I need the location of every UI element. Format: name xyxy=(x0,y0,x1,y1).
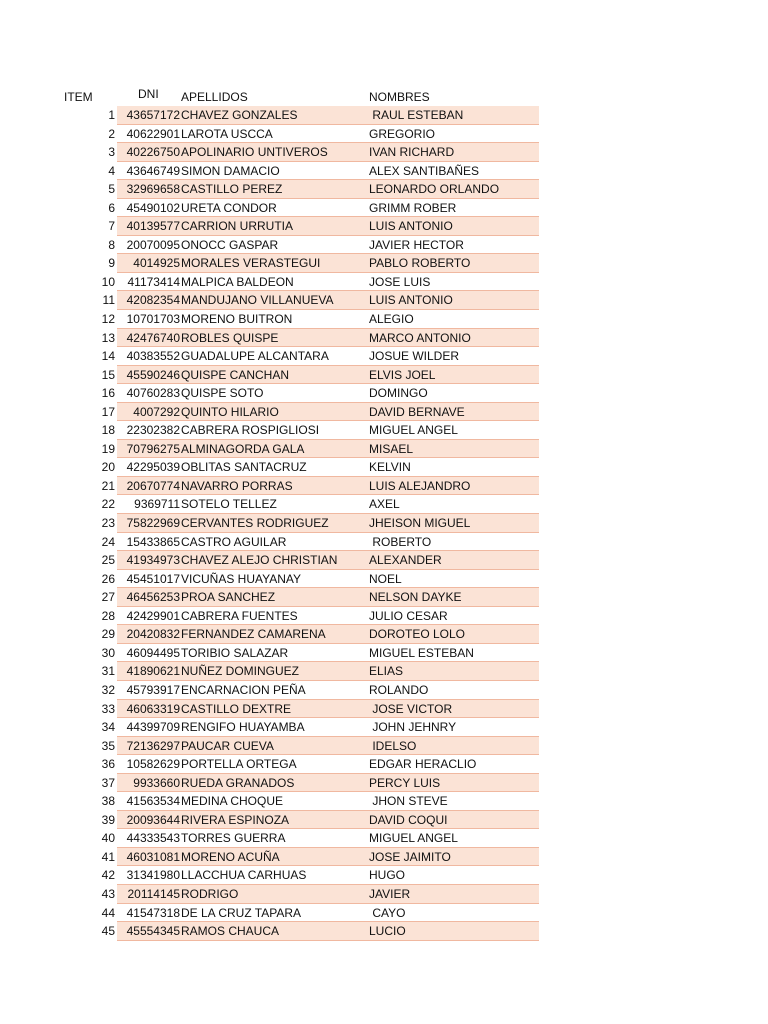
cell-dni: 43646749 xyxy=(126,163,180,178)
cell-item: 6 xyxy=(108,200,115,215)
table-row xyxy=(0,829,768,848)
cell-item: 9 xyxy=(108,256,115,271)
table-row xyxy=(0,477,768,496)
cell-dni: 31341980 xyxy=(126,868,180,883)
cell-item: 23 xyxy=(101,516,115,531)
cell-item: 28 xyxy=(101,608,115,623)
cell-item: 16 xyxy=(101,386,115,401)
cell-apellidos: APOLINARIO UNTIVEROS xyxy=(181,145,328,160)
cell-item: 8 xyxy=(108,237,115,252)
cell-item: 15 xyxy=(101,367,115,382)
cell-apellidos: GUADALUPE ALCANTARA xyxy=(181,349,329,364)
cell-nombres: ELIAS xyxy=(369,664,404,679)
table-row xyxy=(0,811,768,830)
cell-dni: 45590246 xyxy=(126,367,180,382)
cell-nombres: JAVIER xyxy=(369,886,411,901)
cell-dni: 46031081 xyxy=(126,849,180,864)
table-row xyxy=(0,310,768,329)
cell-nombres: JOSE LUIS xyxy=(369,274,431,289)
header-apellidos: APELLIDOS xyxy=(181,90,248,104)
cell-nombres: LUCIO xyxy=(369,924,406,939)
cell-dni: 20420832 xyxy=(126,627,180,642)
cell-nombres: ALEX SANTIBAÑES xyxy=(369,163,480,178)
cell-dni: 10582629 xyxy=(126,757,180,772)
cell-nombres: AXEL xyxy=(369,497,400,512)
cell-apellidos: RIVERA ESPINOZA xyxy=(181,812,290,827)
cell-nombres: EDGAR HERACLIO xyxy=(369,757,477,772)
cell-dni: 46063319 xyxy=(126,701,180,716)
table-row xyxy=(0,737,768,756)
cell-nombres: MIGUEL ANGEL xyxy=(369,423,458,438)
table-row xyxy=(0,885,768,904)
cell-nombres: LUIS ANTONIO xyxy=(369,219,453,234)
cell-item: 39 xyxy=(101,812,115,827)
table-row xyxy=(0,254,768,273)
cell-dni: 20070095 xyxy=(126,237,180,252)
cell-item: 41 xyxy=(101,849,115,864)
cell-nombres: ELVIS JOEL xyxy=(369,367,436,382)
cell-apellidos: TORRES GUERRA xyxy=(181,831,286,846)
cell-item: 25 xyxy=(101,553,115,568)
cell-apellidos: ENCARNACION PEÑA xyxy=(181,682,306,697)
cell-apellidos: SIMON DAMACIO xyxy=(181,163,280,178)
cell-nombres: NELSON DAYKE xyxy=(369,590,462,605)
cell-nombres: ROBERTO xyxy=(369,534,432,549)
cell-nombres: LUIS ANTONIO xyxy=(369,293,453,308)
cell-item: 44 xyxy=(101,905,115,920)
cell-item: 17 xyxy=(101,404,115,419)
cell-dni: 40760283 xyxy=(126,386,180,401)
cell-apellidos: QUINTO HILARIO xyxy=(181,404,279,419)
table-row xyxy=(0,755,768,774)
cell-item: 42 xyxy=(101,868,115,883)
cell-dni: 70796275 xyxy=(126,441,180,456)
cell-nombres: HUGO xyxy=(369,868,405,883)
header-item: ITEM xyxy=(64,90,93,104)
cell-dni: 42429901 xyxy=(126,608,180,623)
cell-dni: 20093644 xyxy=(126,812,180,827)
cell-item: 40 xyxy=(101,831,115,846)
table-row xyxy=(0,700,768,719)
cell-dni: 32969658 xyxy=(126,182,180,197)
cell-dni: 15433865 xyxy=(126,534,180,549)
cell-apellidos: CASTRO AGUILAR xyxy=(181,534,287,549)
cell-nombres: MIGUEL ESTEBAN xyxy=(369,645,474,660)
table-row xyxy=(0,273,768,292)
cell-item: 30 xyxy=(101,645,115,660)
cell-nombres: JULIO CESAR xyxy=(369,608,448,623)
table-row xyxy=(0,347,768,366)
cell-apellidos: LAROTA USCCA xyxy=(181,126,273,141)
cell-item: 11 xyxy=(102,293,115,308)
cell-apellidos: FERNANDEZ CAMARENA xyxy=(181,627,326,642)
cell-item: 13 xyxy=(101,330,115,345)
table-row xyxy=(0,551,768,570)
cell-item: 4 xyxy=(108,163,115,178)
cell-dni: 44399709 xyxy=(126,720,180,735)
cell-nombres: PABLO ROBERTO xyxy=(369,256,471,271)
cell-dni: 45793917 xyxy=(126,682,180,697)
table-row xyxy=(0,291,768,310)
cell-item: 43 xyxy=(101,886,115,901)
cell-dni: 46456253 xyxy=(126,590,180,605)
cell-apellidos: ROBLES QUISPE xyxy=(181,330,279,345)
cell-apellidos: RAMOS CHAUCA xyxy=(181,924,280,939)
cell-nombres: PERCY LUIS xyxy=(369,775,441,790)
cell-nombres: DOROTEO LOLO xyxy=(369,627,466,642)
cell-apellidos: PROA SANCHEZ xyxy=(181,590,276,605)
table-row xyxy=(0,588,768,607)
cell-dni: 4014925 xyxy=(133,256,180,271)
cell-dni: 43657172 xyxy=(126,108,180,122)
cell-apellidos: VICUÑAS HUAYANAY xyxy=(181,571,302,586)
cell-apellidos: PORTELLA ORTEGA xyxy=(181,757,297,772)
cell-item: 22 xyxy=(101,497,115,512)
cell-nombres: ROLANDO xyxy=(369,682,429,697)
cell-apellidos: CASTILLO DEXTRE xyxy=(181,701,292,716)
cell-dni: 72136297 xyxy=(126,738,180,753)
cell-nombres: JOSE JAIMITO xyxy=(369,849,451,864)
table-row xyxy=(0,143,768,162)
cell-dni: 46094495 xyxy=(126,645,180,660)
cell-apellidos: MEDINA CHOQUE xyxy=(181,794,284,809)
table-row xyxy=(0,681,768,700)
cell-dni: 45451017 xyxy=(126,571,180,586)
cell-item: 10 xyxy=(101,274,115,289)
cell-nombres: CAYO xyxy=(369,905,406,920)
table-row xyxy=(0,329,768,348)
cell-item: 35 xyxy=(101,738,115,753)
table-row xyxy=(0,384,768,403)
cell-item: 36 xyxy=(101,757,115,772)
cell-apellidos: CABRERA ROSPIGLIOSI xyxy=(181,423,320,438)
cell-dni: 4007292 xyxy=(133,404,180,419)
cell-item: 19 xyxy=(101,441,115,456)
cell-apellidos: QUISPE CANCHAN xyxy=(181,367,290,382)
cell-nombres: RAUL ESTEBAN xyxy=(369,108,464,122)
cell-apellidos: PAUCAR CUEVA xyxy=(181,738,274,753)
cell-dni: 40139577 xyxy=(126,219,180,234)
cell-item: 38 xyxy=(101,794,115,809)
cell-nombres: ALEGIO xyxy=(369,312,414,327)
cell-item: 21 xyxy=(101,478,115,493)
table-row xyxy=(0,495,768,514)
cell-dni: 41547318 xyxy=(126,905,180,920)
cell-item: 2 xyxy=(108,126,115,141)
cell-nombres: MARCO ANTONIO xyxy=(369,330,471,345)
table-row xyxy=(0,180,768,199)
cell-dni: 10701703 xyxy=(126,312,180,327)
cell-nombres: ALEXANDER xyxy=(369,553,442,568)
cell-nombres: LEONARDO ORLANDO xyxy=(369,182,500,197)
table-row xyxy=(0,125,768,144)
table-row xyxy=(0,440,768,459)
table-row xyxy=(0,848,768,867)
cell-apellidos: RODRIGO xyxy=(181,886,239,901)
cell-dni: 41934973 xyxy=(126,553,180,568)
cell-item: 27 xyxy=(101,590,115,605)
cell-nombres: JOSUE WILDER xyxy=(369,349,460,364)
table-row xyxy=(0,792,768,811)
table-row xyxy=(0,403,768,422)
cell-apellidos: TORIBIO SALAZAR xyxy=(181,645,289,660)
cell-dni: 9933660 xyxy=(133,775,180,790)
cell-item: 3 xyxy=(108,145,115,160)
header-dni: DNI xyxy=(138,87,159,101)
cell-apellidos: CERVANTES RODRIGUEZ xyxy=(181,516,329,531)
table-body xyxy=(0,106,768,941)
cell-item: 20 xyxy=(101,460,115,475)
cell-nombres: JAVIER HECTOR xyxy=(369,237,464,252)
cell-apellidos: OBLITAS SANTACRUZ xyxy=(181,460,307,475)
table-row xyxy=(0,922,768,941)
cell-nombres: GREGORIO xyxy=(369,126,436,141)
cell-apellidos: SOTELO TELLEZ xyxy=(181,497,277,512)
cell-apellidos: MORALES VERASTEGUI xyxy=(181,256,321,271)
cell-apellidos: RENGIFO HUAYAMBA xyxy=(181,720,305,735)
cell-dni: 40383552 xyxy=(126,349,180,364)
cell-nombres: JHEISON MIGUEL xyxy=(369,516,471,531)
cell-dni: 75822969 xyxy=(126,516,180,531)
table-row xyxy=(0,718,768,737)
cell-nombres: DAVID COQUI xyxy=(369,812,448,827)
cell-apellidos: CHAVEZ GONZALES xyxy=(181,108,298,122)
table-row xyxy=(0,421,768,440)
table-row xyxy=(0,366,768,385)
cell-nombres: MIGUEL ANGEL xyxy=(369,831,458,846)
table-row xyxy=(0,607,768,626)
cell-dni: 42295039 xyxy=(126,460,180,475)
cell-apellidos: MALPICA BALDEON xyxy=(181,274,294,289)
table-row xyxy=(0,774,768,793)
cell-apellidos: MORENO BUITRON xyxy=(181,312,293,327)
cell-nombres: IVAN RICHARD xyxy=(369,145,455,160)
table-row xyxy=(0,199,768,218)
cell-dni: 20114145 xyxy=(127,886,180,901)
table-row xyxy=(0,533,768,552)
cell-dni: 42082354 xyxy=(126,293,180,308)
cell-item: 34 xyxy=(101,720,115,735)
cell-apellidos: QUISPE SOTO xyxy=(181,386,264,401)
table-row xyxy=(0,458,768,477)
cell-apellidos: NUÑEZ DOMINGUEZ xyxy=(181,664,299,679)
cell-dni: 45490102 xyxy=(126,200,180,215)
cell-nombres: MISAEL xyxy=(369,441,414,456)
cell-apellidos: CHAVEZ ALEJO CHRISTIAN xyxy=(181,553,338,568)
cell-dni: 9369711 xyxy=(134,497,180,512)
table-row xyxy=(0,570,768,589)
cell-apellidos: MORENO ACUÑA xyxy=(181,849,280,864)
cell-dni: 42476740 xyxy=(126,330,180,345)
cell-apellidos: LLACCHUA CARHUAS xyxy=(181,868,307,883)
table-row xyxy=(0,904,768,923)
cell-nombres: JOHN JEHNRY xyxy=(369,720,457,735)
cell-dni: 40226750 xyxy=(126,145,180,160)
cell-item: 5 xyxy=(108,182,115,197)
cell-apellidos: CABRERA FUENTES xyxy=(181,608,298,623)
cell-nombres: NOEL xyxy=(369,571,402,586)
cell-nombres: DOMINGO xyxy=(369,386,428,401)
table-row xyxy=(0,644,768,663)
cell-item: 32 xyxy=(101,682,115,697)
cell-apellidos: DE LA CRUZ TAPARA xyxy=(181,905,302,920)
table-row xyxy=(0,106,768,125)
header-nombres: NOMBRES xyxy=(369,90,430,104)
cell-nombres: LUIS ALEJANDRO xyxy=(369,478,471,493)
cell-item: 7 xyxy=(108,219,115,234)
cell-dni: 40622901 xyxy=(126,126,180,141)
cell-apellidos: CARRION URRUTIA xyxy=(181,219,294,234)
cell-item: 45 xyxy=(101,924,115,939)
cell-dni: 45554345 xyxy=(126,924,180,939)
cell-item: 33 xyxy=(101,701,115,716)
cell-item: 26 xyxy=(101,571,115,586)
table-row xyxy=(0,866,768,885)
cell-nombres: IDELSO xyxy=(369,738,417,753)
cell-dni: 22302382 xyxy=(126,423,180,438)
table-row xyxy=(0,514,768,533)
cell-nombres: JOSE VICTOR xyxy=(369,701,453,716)
cell-apellidos: NAVARRO PORRAS xyxy=(181,478,293,493)
cell-nombres: JHON STEVE xyxy=(369,794,448,809)
cell-item: 12 xyxy=(101,312,115,327)
cell-apellidos: ALMINAGORDA GALA xyxy=(181,441,305,456)
cell-item: 18 xyxy=(101,423,115,438)
table-row xyxy=(0,662,768,681)
cell-item: 14 xyxy=(101,349,115,364)
cell-nombres: DAVID BERNAVE xyxy=(369,404,465,419)
table-row xyxy=(0,236,768,255)
cell-item: 37 xyxy=(101,775,115,790)
cell-nombres: KELVIN xyxy=(369,460,411,475)
cell-apellidos: URETA CONDOR xyxy=(181,200,277,215)
table-row xyxy=(0,162,768,181)
cell-dni: 20670774 xyxy=(126,478,180,493)
cell-apellidos: MANDUJANO VILLANUEVA xyxy=(181,293,334,308)
cell-item: 24 xyxy=(101,534,115,549)
cell-apellidos: RUEDA GRANADOS xyxy=(181,775,295,790)
table-row xyxy=(0,625,768,644)
cell-dni: 41563534 xyxy=(126,794,180,809)
cell-item: 29 xyxy=(101,627,115,642)
cell-dni: 41890621 xyxy=(126,664,180,679)
cell-apellidos: ONOCC GASPAR xyxy=(181,237,279,252)
cell-nombres: GRIMM ROBER xyxy=(369,200,457,215)
table-row xyxy=(0,217,768,236)
cell-dni: 44333543 xyxy=(126,831,180,846)
cell-item: 1 xyxy=(108,108,115,122)
cell-apellidos: CASTILLO PEREZ xyxy=(181,182,283,197)
cell-dni: 41173414 xyxy=(127,274,180,289)
cell-item: 31 xyxy=(101,664,115,679)
